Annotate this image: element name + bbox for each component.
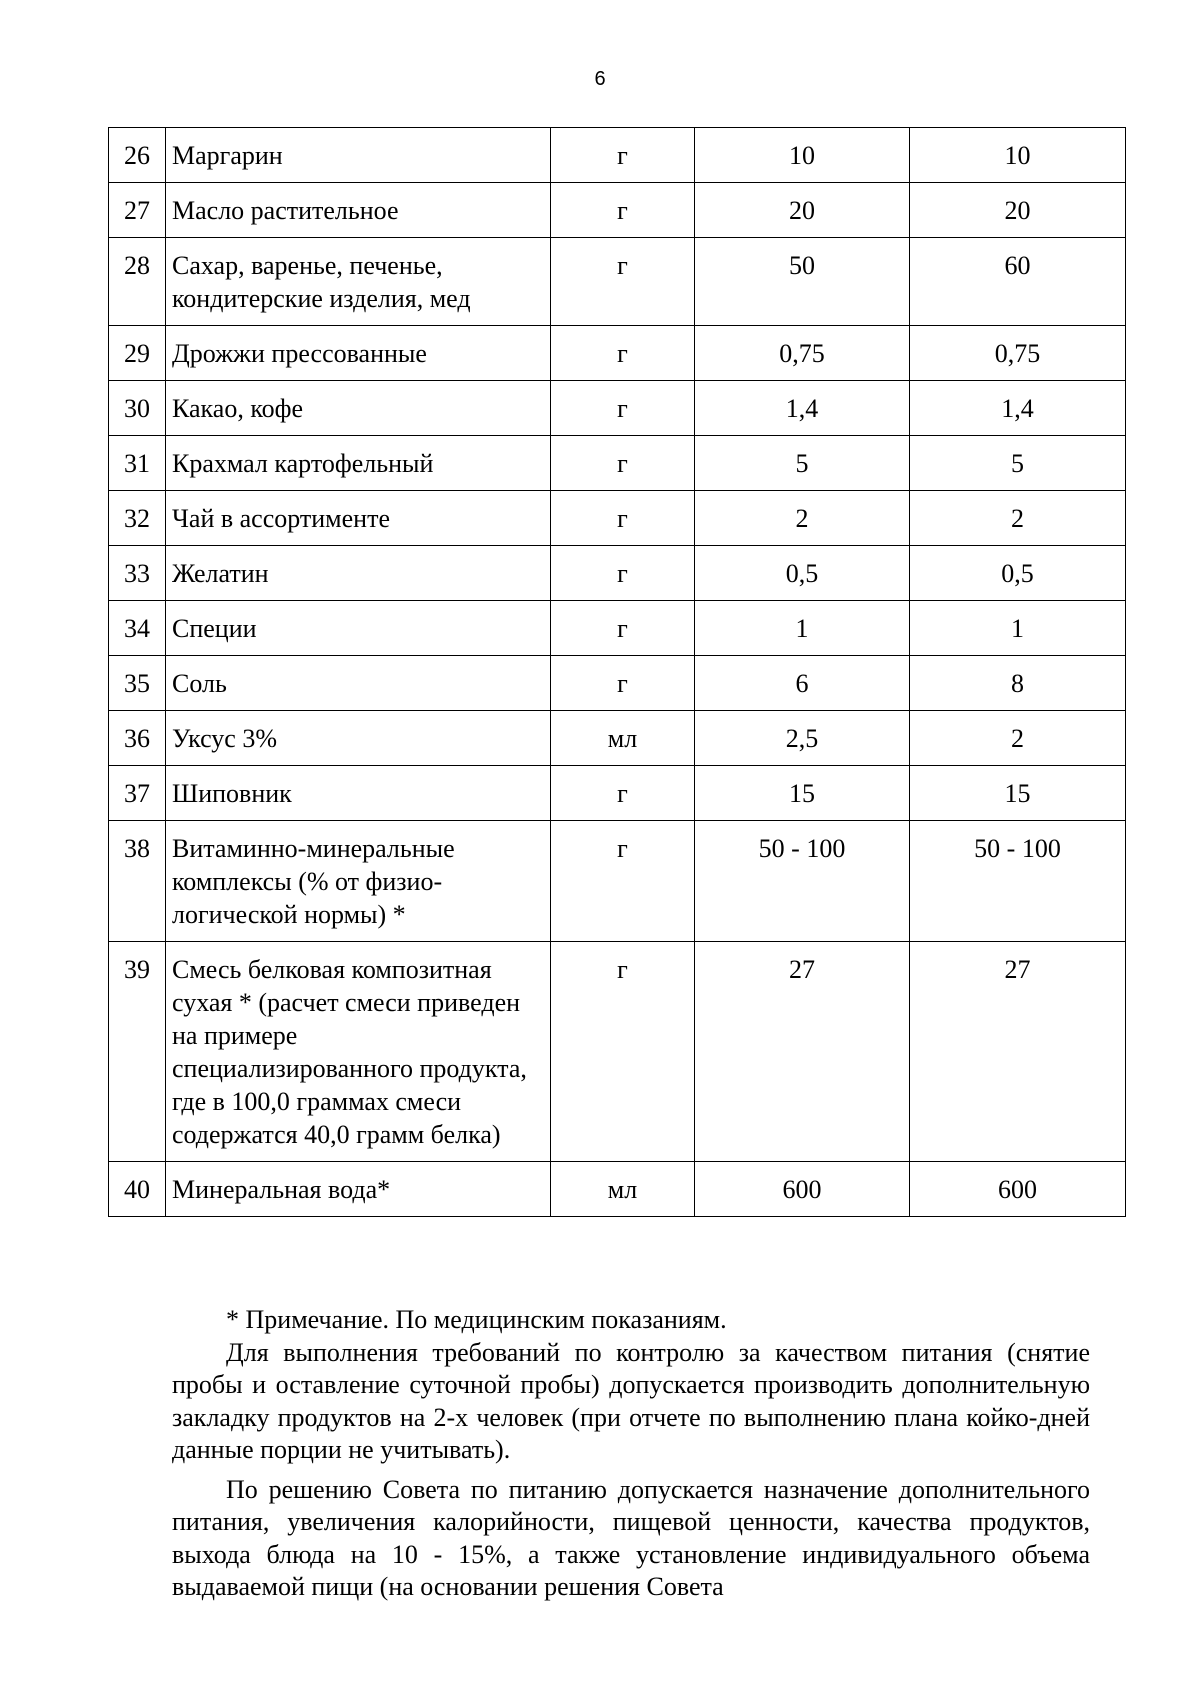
row-number: 32 (109, 491, 166, 546)
table-row (109, 491, 1126, 546)
table-row (109, 711, 1126, 766)
product-name: Витаминно-минеральные комплексы (% от физио-логической нормы) * (166, 821, 551, 942)
norm-value-1: 0,75 (695, 326, 910, 381)
product-name: Уксус 3% (166, 711, 551, 766)
unit: г (551, 601, 695, 656)
table-row (109, 128, 1126, 183)
product-name: Шиповник (166, 766, 551, 821)
row-number: 26 (109, 128, 166, 183)
paragraph-nutrition-council: По решению Совета по питанию допускается назначение дополнительного питания, увеличения калорийности, пищевой ценности, качества продуктов, выхода блюда на 10 - 15%, а также установление индивидуального объема выдаваемой пищи (на основании решения Совета (172, 1474, 1090, 1601)
product-name: Специи (166, 601, 551, 656)
unit: г (551, 546, 695, 601)
table-row (109, 546, 1126, 601)
unit: мл (551, 1162, 695, 1217)
product-name: Чай в ассортименте (166, 491, 551, 546)
row-number: 28 (109, 238, 166, 326)
norm-value-2: 8 (910, 656, 1126, 711)
norm-value-1: 50 (695, 238, 910, 326)
product-name: Какао, кофе (166, 381, 551, 436)
norm-value-2: 0,75 (910, 326, 1126, 381)
norm-value-2: 2 (910, 711, 1126, 766)
notes-section (172, 1304, 1090, 1604)
norm-value-1: 10 (695, 128, 910, 183)
row-number: 39 (109, 942, 166, 1162)
norm-value-1: 15 (695, 766, 910, 821)
product-name: Масло растительное (166, 183, 551, 238)
norm-value-2: 20 (910, 183, 1126, 238)
table-row (109, 1162, 1126, 1217)
page-number: 6 (594, 68, 606, 90)
norm-value-1: 50 - 100 (695, 821, 910, 942)
norm-value-1: 2,5 (695, 711, 910, 766)
row-number: 30 (109, 381, 166, 436)
unit: г (551, 942, 695, 1162)
norm-value-2: 27 (910, 942, 1126, 1162)
norm-value-2: 15 (910, 766, 1126, 821)
unit: мл (551, 711, 695, 766)
table-row (109, 766, 1126, 821)
product-name: Смесь белковая композитная сухая * (расчет смеси приведен на примере специализированного продукта, где в 100,0 граммах смеси содержатся 40,0 грамм белка) (166, 942, 551, 1162)
norm-value-2: 60 (910, 238, 1126, 326)
row-number: 31 (109, 436, 166, 491)
product-name: Минеральная вода* (166, 1162, 551, 1217)
norm-value-2: 0,5 (910, 546, 1126, 601)
norm-value-1: 20 (695, 183, 910, 238)
table-row (109, 381, 1126, 436)
product-name: Крахмал картофельный (166, 436, 551, 491)
norm-value-1: 600 (695, 1162, 910, 1217)
unit: г (551, 326, 695, 381)
table-row (109, 601, 1126, 656)
row-number: 40 (109, 1162, 166, 1217)
unit: г (551, 656, 695, 711)
norm-value-2: 1,4 (910, 381, 1126, 436)
norm-value-2: 50 - 100 (910, 821, 1126, 942)
table-row (109, 238, 1126, 326)
row-number: 27 (109, 183, 166, 238)
unit: г (551, 183, 695, 238)
row-number: 34 (109, 601, 166, 656)
row-number: 37 (109, 766, 166, 821)
unit: г (551, 821, 695, 942)
row-number: 33 (109, 546, 166, 601)
table-row (109, 436, 1126, 491)
row-number: 29 (109, 326, 166, 381)
norm-value-1: 1 (695, 601, 910, 656)
unit: г (551, 381, 695, 436)
row-number: 38 (109, 821, 166, 942)
product-name: Желатин (166, 546, 551, 601)
unit: г (551, 436, 695, 491)
norm-value-1: 27 (695, 942, 910, 1162)
table-row (109, 183, 1126, 238)
table-row (109, 326, 1126, 381)
row-number: 35 (109, 656, 166, 711)
product-name: Соль (166, 656, 551, 711)
paragraph-quality-control: Для выполнения требований по контролю за качеством питания (снятие пробы и оставление суточной пробы) допускается производить дополнительную закладку продуктов на 2-х человек (при отчете по выполнению плана койко-дней данные порции не учитывать). (172, 1337, 1090, 1464)
norm-value-1: 6 (695, 656, 910, 711)
norm-value-1: 0,5 (695, 546, 910, 601)
norm-value-1: 2 (695, 491, 910, 546)
footnote: * Примечание. По медицинским показаниям. (226, 1305, 727, 1334)
table-row (109, 656, 1126, 711)
table-row (109, 942, 1126, 1162)
row-number: 36 (109, 711, 166, 766)
unit: г (551, 766, 695, 821)
norm-value-1: 5 (695, 436, 910, 491)
norm-value-2: 5 (910, 436, 1126, 491)
unit: г (551, 491, 695, 546)
table-row (109, 821, 1126, 942)
unit: г (551, 128, 695, 183)
product-name: Сахар, варенье, печенье, кондитерские изделия, мед (166, 238, 551, 326)
norm-value-2: 10 (910, 128, 1126, 183)
food-norms-table (108, 127, 1126, 1217)
product-name: Маргарин (166, 128, 551, 183)
product-name: Дрожжи прессованные (166, 326, 551, 381)
norm-value-2: 600 (910, 1162, 1126, 1217)
norm-value-2: 2 (910, 491, 1126, 546)
unit: г (551, 238, 695, 326)
norm-value-1: 1,4 (695, 381, 910, 436)
norm-value-2: 1 (910, 601, 1126, 656)
